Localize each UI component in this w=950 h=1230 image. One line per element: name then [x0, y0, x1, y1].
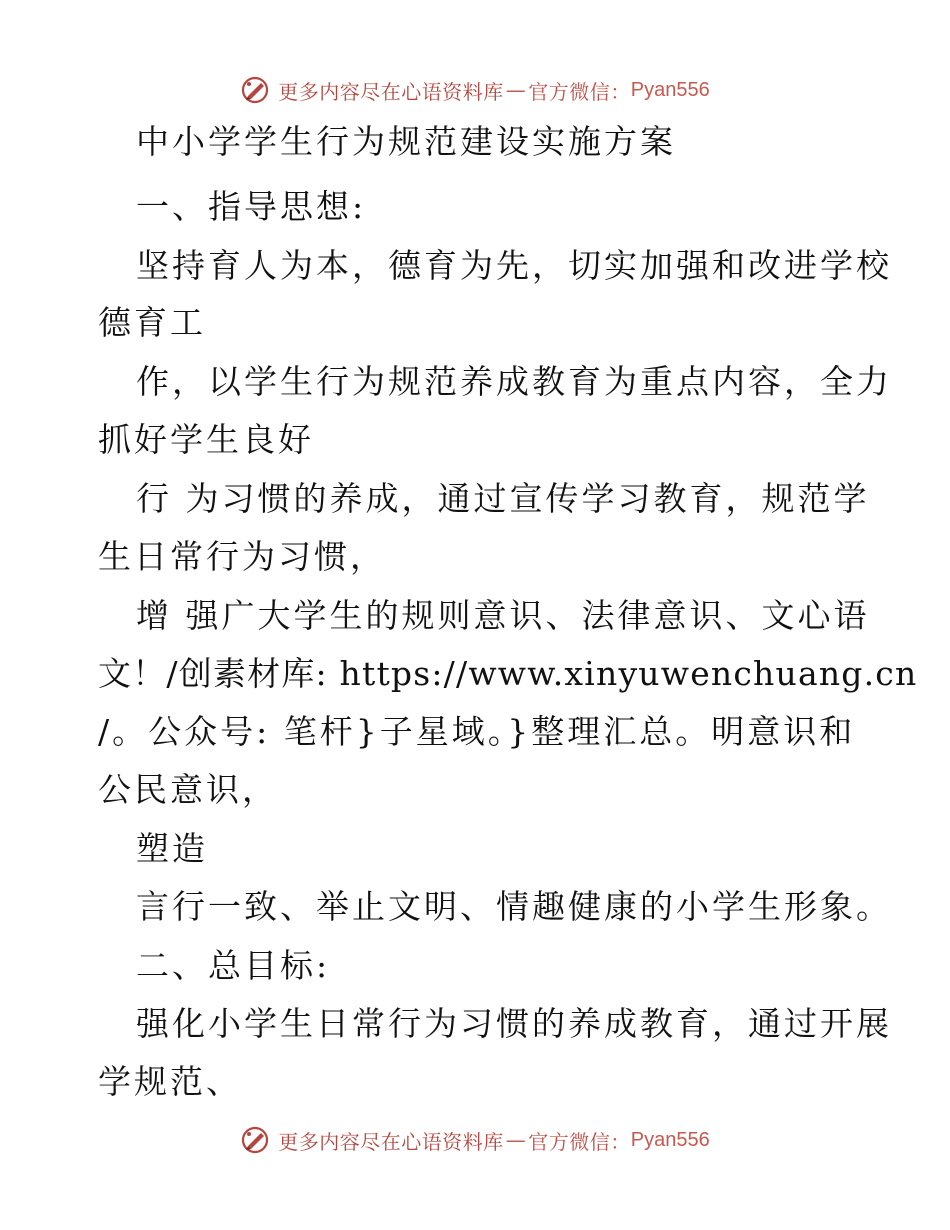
- banner-promo-text: 更多内容尽在心语资料库: [278, 1129, 504, 1154]
- writing-pen-logo-icon: [240, 75, 270, 105]
- paragraph-line: 塑造: [136, 829, 208, 868]
- footer-banner: [0, 1120, 950, 1160]
- banner-promo-text: 更多内容尽在心语资料库: [278, 79, 504, 104]
- paragraph-line: 学规范、: [98, 1062, 242, 1101]
- paragraph-line-url: 文！/创素材库: https://www.xinyuwenchuang.cn: [98, 654, 918, 693]
- header-banner: [0, 70, 950, 110]
- paragraph-line: 坚持育人为本，德育为先，切实加强和改进学校: [136, 246, 892, 285]
- paragraph-line: 抓好学生良好: [98, 420, 314, 459]
- paragraph-line: 作，以学生行为规范养成教育为重点内容，全力: [136, 362, 892, 401]
- paragraph-line: 德育工: [98, 303, 206, 342]
- document-title: 中小学学生行为规范建设实施方案: [136, 122, 676, 161]
- paragraph-line: 言行一致、举止文明、情趣健康的小学生形象。: [136, 887, 892, 926]
- section-heading-overall-goal: 二、总目标:: [136, 946, 331, 985]
- paragraph-line: /。公众号: 笔杆}子星域。}整理汇总。明意识和: [98, 712, 856, 751]
- banner-wechat-label: 官方微信：: [528, 79, 631, 104]
- banner-dash: —: [505, 1128, 527, 1152]
- banner-wechat-handle: Pyan556: [630, 78, 710, 101]
- section-heading-guiding-thought: 一、指导思想:: [136, 187, 367, 226]
- banner-wechat-label: 官方微信：: [528, 1129, 631, 1154]
- writing-pen-logo-icon: [240, 1125, 270, 1155]
- paragraph-line: 公民意识，: [98, 770, 278, 809]
- banner-wechat-handle: Pyan556: [630, 1128, 710, 1151]
- banner-dash: —: [505, 78, 527, 102]
- paragraph-line: 行 为习惯的养成，通过宣传学习教育，规范学: [136, 479, 870, 518]
- paragraph-line: 强化小学生日常行为习惯的养成教育，通过开展: [136, 1004, 892, 1043]
- paragraph-line: 增 强广大学生的规则意识、法律意识、文心语: [136, 596, 870, 635]
- paragraph-line: 生日常行为习惯，: [98, 537, 386, 576]
